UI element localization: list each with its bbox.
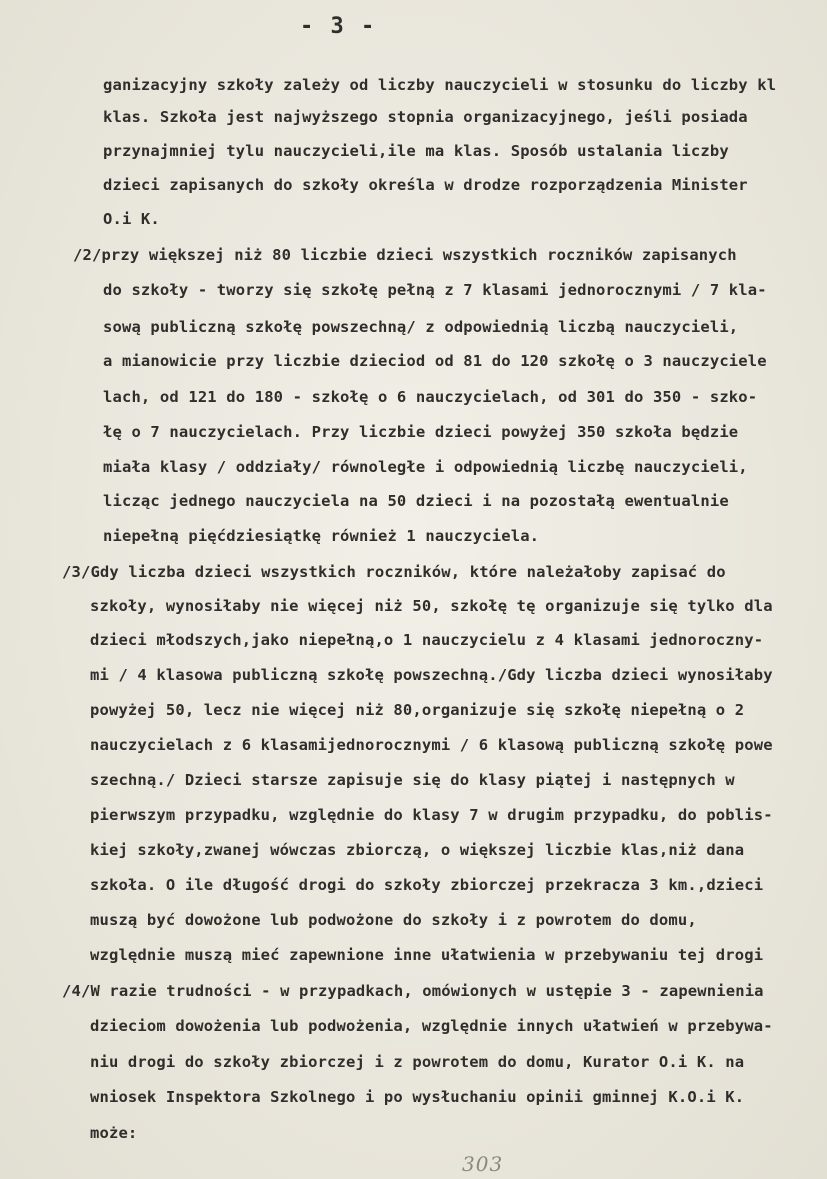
text-line: /3/Gdy liczba dzieci wszystkich roczników, które należałoby zapisać do xyxy=(62,563,726,581)
text-line: łę o 7 nauczycielach. Przy liczbie dzieci powyżej 350 szkoła będzie xyxy=(103,423,739,441)
text-line: niu drogi do szkoły zbiorczej i z powrotem do domu, Kurator O.i K. na xyxy=(90,1053,745,1071)
text-line: mi / 4 klasowa publiczną szkołę powszechną./Gdy liczba dzieci wynosiłaby xyxy=(90,666,773,684)
text-line: do szkoły - tworzy się szkołę pełną z 7 klasami jednorocznymi / 7 kla- xyxy=(103,281,767,299)
text-line: ganizacyjny szkoły zależy od liczby nauczycieli w stosunku do liczby kl xyxy=(103,76,777,94)
text-line: szkoła. O ile długość drogi do szkoły zbiorczej przekracza 3 km.,dzieci xyxy=(90,876,764,894)
text-line: szkoły, wynosiłaby nie więcej niż 50, szkołę tę organizuje się tylko dla xyxy=(90,597,773,615)
text-line: dzieciom dowożenia lub podwożenia, względnie innych ułatwień w przebywa- xyxy=(90,1017,773,1035)
text-line: nauczycielach z 6 klasamijednorocznymi / 6 klasową publiczną szkołę powe xyxy=(90,736,773,754)
text-line: niepełną pięćdziesiątkę również 1 nauczyciela. xyxy=(103,527,540,545)
archive-number: 303 xyxy=(462,1152,504,1176)
text-line: dzieci młodszych,jako niepełną,o 1 nauczycielu z 4 klasami jednoroczny- xyxy=(90,631,764,649)
text-line: powyżej 50, lecz nie więcej niż 80,organizuje się szkołę niepełną o 2 xyxy=(90,701,745,719)
text-line: pierwszym przypadku, względnie do klasy 7 w drugim przypadku, do poblis- xyxy=(90,806,773,824)
text-line: względnie muszą mieć zapewnione inne ułatwienia w przebywaniu tej drogi xyxy=(90,946,764,964)
text-line: licząc jednego nauczyciela na 50 dzieci i na pozostałą ewentualnie xyxy=(103,492,729,510)
text-line: dzieci zapisanych do szkoły określa w drodze rozporządzenia Minister xyxy=(103,176,748,194)
page-number: - 3 - xyxy=(300,14,377,39)
text-line: kiej szkoły,zwanej wówczas zbiorczą, o większej liczbie klas,niż dana xyxy=(90,841,745,859)
text-line: lach, od 121 do 180 - szkołę o 6 nauczycielach, od 301 do 350 - szko- xyxy=(103,388,758,406)
text-line: a mianowicie przy liczbie dzieciod od 81 do 120 szkołę o 3 nauczyciele xyxy=(103,352,767,370)
text-line: szechną./ Dzieci starsze zapisuje się do klasy piątej i następnych w xyxy=(90,771,735,789)
text-line: /2/przy większej niż 80 liczbie dzieci wszystkich roczników zapisanych xyxy=(73,246,737,264)
text-line: sową publiczną szkołę powszechną/ z odpowiednią liczbą nauczycieli, xyxy=(103,318,739,336)
text-line: O.i K. xyxy=(103,210,160,228)
text-line: może: xyxy=(90,1124,138,1142)
text-line: klas. Szkoła jest najwyższego stopnia organizacyjnego, jeśli posiada xyxy=(103,108,748,126)
text-line: /4/W razie trudności - w przypadkach, omówionych w ustępie 3 - zapewnienia xyxy=(62,982,764,1000)
text-line: przynajmniej tylu nauczycieli,ile ma klas. Sposób ustalania liczby xyxy=(103,142,729,160)
text-line: muszą być dowożone lub podwożone do szkoły i z powrotem do domu, xyxy=(90,911,697,929)
text-line: miała klasy / oddziały/ równoległe i odpowiednią liczbę nauczycieli, xyxy=(103,458,748,476)
text-line: wniosek Inspektora Szkolnego i po wysłuchaniu opinii gminnej K.O.i K. xyxy=(90,1088,745,1106)
